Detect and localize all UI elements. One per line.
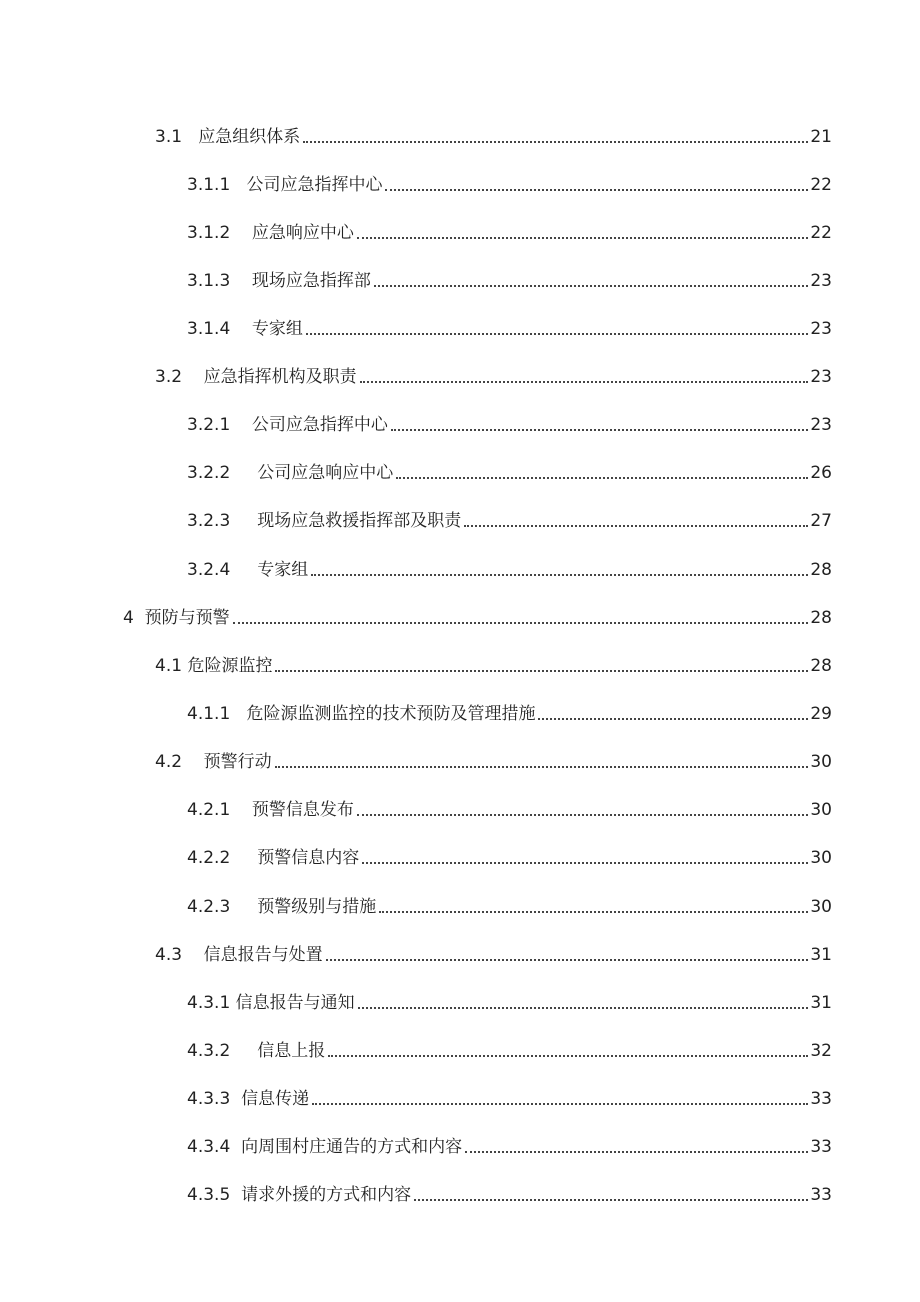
toc-entry-page: 30	[810, 800, 832, 820]
toc-entry-number: 3.1.1	[187, 175, 231, 195]
toc-entry-title: 公司应急指挥中心	[246, 175, 383, 195]
toc-entry-title: 专家组	[251, 319, 303, 339]
dot-leader	[233, 621, 809, 624]
toc-entry-number: 4.2.1	[187, 800, 231, 820]
dot-leader	[414, 1198, 808, 1201]
toc-entry-title: 专家组	[257, 560, 309, 580]
toc-entry-gap	[230, 559, 257, 581]
toc-entry-page: 22	[810, 223, 832, 243]
toc-entry-title: 信息报告与处置	[203, 945, 323, 965]
dot-leader	[360, 380, 809, 383]
toc-entry-title: 危险源监控	[187, 656, 273, 676]
toc-entry-title: 信息传递	[241, 1089, 310, 1109]
toc-entry-number: 4.3.5	[187, 1185, 231, 1205]
dot-leader	[385, 188, 808, 191]
toc-entry[interactable]	[187, 1084, 832, 1110]
toc-entry-page: 33	[810, 1185, 832, 1205]
toc-entry-number: 3.1.3	[187, 271, 231, 291]
toc-entry-title: 预警信息发布	[251, 800, 354, 820]
toc-entry-page: 28	[810, 560, 832, 580]
toc-entry[interactable]	[123, 603, 832, 629]
dot-leader	[311, 573, 808, 576]
toc-entry-title: 信息上报	[257, 1041, 326, 1061]
toc-entry-page: 28	[810, 656, 832, 676]
toc-entry-page: 30	[810, 752, 832, 772]
toc-entry[interactable]	[187, 555, 832, 581]
toc-entry[interactable]	[187, 314, 832, 340]
toc-entry-gap	[230, 174, 246, 196]
toc-entry-title: 应急组织体系	[198, 127, 301, 147]
dot-leader	[326, 958, 809, 961]
dot-leader	[275, 765, 809, 768]
toc-entry-title: 公司应急指挥中心	[251, 415, 388, 435]
toc-entry-gap	[134, 607, 145, 629]
toc-entry-title: 公司应急响应中心	[257, 463, 394, 483]
toc-entry-number: 3.2.3	[187, 511, 231, 531]
toc-entry-gap	[230, 896, 257, 918]
dot-leader	[374, 284, 808, 287]
toc-entry-page: 27	[810, 511, 832, 531]
toc-entry-number: 3.2	[155, 367, 183, 387]
toc-entry-gap	[182, 944, 204, 966]
dot-leader	[391, 428, 808, 431]
toc-entry[interactable]	[187, 1132, 832, 1158]
dot-leader	[379, 910, 808, 913]
toc-entry-number: 4.3.1	[187, 993, 231, 1013]
toc-entry-gap	[230, 414, 252, 436]
toc-entry[interactable]	[187, 266, 832, 292]
toc-entry-page: 22	[810, 175, 832, 195]
toc-entry-page: 23	[810, 415, 832, 435]
toc-entry-title: 向周围村庄通告的方式和内容	[241, 1137, 463, 1157]
dot-leader	[464, 524, 808, 527]
dot-leader	[303, 140, 808, 143]
toc-entry-title: 预防与预警	[144, 608, 230, 628]
dot-leader	[357, 813, 808, 816]
toc-entry-title: 预警级别与措施	[257, 897, 377, 917]
toc-entry[interactable]	[187, 1036, 832, 1062]
toc-entry[interactable]	[187, 699, 832, 725]
toc-entry-number: 3.2.1	[187, 415, 231, 435]
toc-entry[interactable]	[155, 940, 832, 966]
dot-leader	[275, 669, 808, 672]
dot-leader	[465, 1150, 808, 1153]
dot-leader	[357, 236, 808, 239]
toc-entry-number: 4.2.3	[187, 897, 231, 917]
toc-entry-gap	[230, 1040, 257, 1062]
toc-entry-title: 预警信息内容	[257, 848, 360, 868]
toc-entry-number: 4	[123, 608, 134, 628]
toc-entry-title: 现场应急指挥部	[251, 271, 371, 291]
toc-entry-gap	[230, 318, 252, 340]
toc-entry[interactable]	[187, 170, 832, 196]
toc-entry-page: 29	[810, 704, 832, 724]
toc-entry-page: 23	[810, 367, 832, 387]
toc-entry-gap	[182, 366, 204, 388]
toc-entry-number: 4.1.1	[187, 704, 231, 724]
toc-entry-gap	[182, 751, 204, 773]
toc-entry[interactable]	[187, 218, 832, 244]
toc-entry-page: 23	[810, 271, 832, 291]
toc-entry-page: 32	[810, 1041, 832, 1061]
toc-entry-gap	[230, 222, 252, 244]
toc-entry-gap	[182, 126, 198, 148]
toc-entry-title: 预警行动	[203, 752, 272, 772]
toc-entry-page: 31	[810, 945, 832, 965]
dot-leader	[328, 1054, 808, 1057]
toc-entry-gap	[230, 1184, 241, 1206]
toc-entry-page: 33	[810, 1137, 832, 1157]
toc-entry[interactable]	[187, 1180, 832, 1206]
toc-entry-number: 3.1	[155, 127, 183, 147]
toc-entry[interactable]	[155, 362, 832, 388]
dot-leader	[538, 717, 808, 720]
dot-leader	[306, 332, 808, 335]
toc-entry-page: 33	[810, 1089, 832, 1109]
toc-entry[interactable]	[187, 843, 832, 869]
toc-entry-page: 28	[810, 608, 832, 628]
toc-entry-title: 请求外援的方式和内容	[241, 1185, 412, 1205]
toc-entry-number: 4.3	[155, 945, 183, 965]
toc-entry-number: 4.1	[155, 656, 183, 676]
toc-entry-gap	[230, 510, 257, 532]
toc-entry-number: 4.2.2	[187, 848, 231, 868]
toc-entry-gap	[230, 1088, 241, 1110]
dot-leader	[362, 861, 808, 864]
toc-entry-gap	[230, 703, 246, 725]
toc-entry[interactable]	[155, 747, 832, 773]
toc-entry-gap	[230, 799, 252, 821]
toc-entry-number: 3.1.4	[187, 319, 231, 339]
toc-entry[interactable]	[187, 506, 832, 532]
toc-entry-number: 4.3.2	[187, 1041, 231, 1061]
toc-entry-page: 31	[810, 993, 832, 1013]
toc-entry-title: 应急指挥机构及职责	[203, 367, 357, 387]
toc-entry-number: 3.2.4	[187, 560, 231, 580]
dot-leader	[358, 1006, 809, 1009]
toc-entry-page: 23	[810, 319, 832, 339]
toc-entry-number: 3.2.2	[187, 463, 231, 483]
toc-entry[interactable]	[155, 651, 832, 677]
toc-entry-number: 3.1.2	[187, 223, 231, 243]
toc-entry-page: 26	[810, 463, 832, 483]
dot-leader	[396, 476, 808, 479]
toc-entry-title: 现场应急救援指挥部及职责	[257, 511, 462, 531]
toc-entry-number: 4.3.3	[187, 1089, 231, 1109]
toc-entry-number: 4.3.4	[187, 1137, 231, 1157]
toc-entry[interactable]	[187, 410, 832, 436]
toc-entry-page: 21	[810, 127, 832, 147]
toc-entry-title: 危险源监测监控的技术预防及管理措施	[246, 704, 536, 724]
toc-entry-title: 信息报告与通知	[235, 993, 355, 1013]
toc-entry-page: 30	[810, 897, 832, 917]
toc-entry[interactable]	[187, 795, 832, 821]
toc-entry-number: 4.2	[155, 752, 183, 772]
toc-entry[interactable]	[187, 988, 832, 1014]
toc-entry-page: 30	[810, 848, 832, 868]
toc-entry[interactable]	[187, 458, 832, 484]
dot-leader	[312, 1102, 808, 1105]
toc-entry[interactable]	[187, 892, 832, 918]
toc-entry-gap	[230, 270, 252, 292]
toc-entry-gap	[230, 462, 257, 484]
toc-entry-gap	[230, 847, 257, 869]
toc-entry-title: 应急响应中心	[251, 223, 354, 243]
toc-entry[interactable]	[155, 122, 832, 148]
toc-entry-gap	[230, 1136, 241, 1158]
